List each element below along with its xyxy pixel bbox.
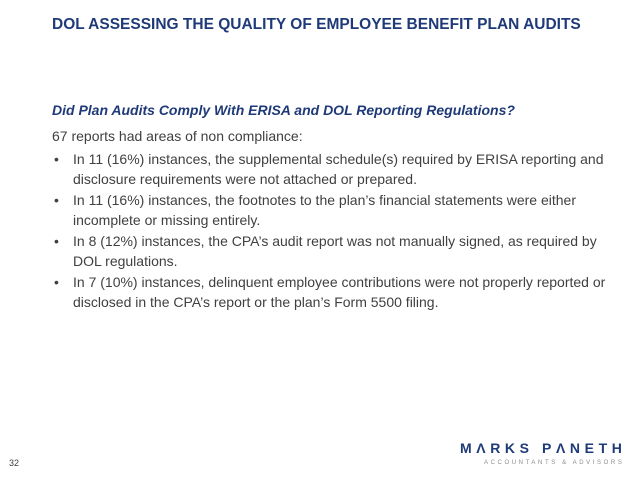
bullet-text: In 7 (10%) instances, delinquent employee contributions were not properly reported or disclosed in the CPA’s report or the plan’s Form 5500 filing.	[73, 274, 606, 310]
page-number: 32	[9, 458, 20, 468]
bullet-text: In 11 (16%) instances, the supplemental schedule(s) required by ERISA reporting and disclosure requirements were not attached or prepared.	[73, 151, 604, 187]
slide-title: DOL ASSESSING THE QUALITY OF EMPLOYEE BENEFIT PLAN AUDITS	[52, 16, 581, 33]
bullet-item	[52, 272, 612, 312]
logo-tagline: ACCOUNTANTS & ADVISORS	[484, 460, 625, 466]
bullet-icon: •	[54, 192, 59, 208]
slide-subtitle: Did Plan Audits Comply With ERISA and DOL Reporting Regulations?	[52, 102, 515, 118]
intro-text: 67 reports had areas of non compliance:	[52, 128, 303, 144]
bullet-text: In 8 (12%) instances, the CPA’s audit report was not manually signed, as required by DOL regulations.	[73, 233, 597, 269]
bullet-item	[52, 149, 612, 189]
bullet-icon: •	[54, 274, 59, 290]
bullet-icon: •	[54, 233, 59, 249]
bullet-item	[52, 190, 612, 230]
bullet-item	[52, 231, 612, 271]
bullet-text: In 11 (16%) instances, the footnotes to the plan’s financial statements were either incomplete or missing entirely.	[73, 192, 576, 228]
company-logo	[460, 440, 627, 466]
bullet-icon: •	[54, 151, 59, 167]
logo-wordmark: MΛRKS PΛNETH	[460, 440, 627, 456]
bullet-list	[52, 149, 612, 313]
